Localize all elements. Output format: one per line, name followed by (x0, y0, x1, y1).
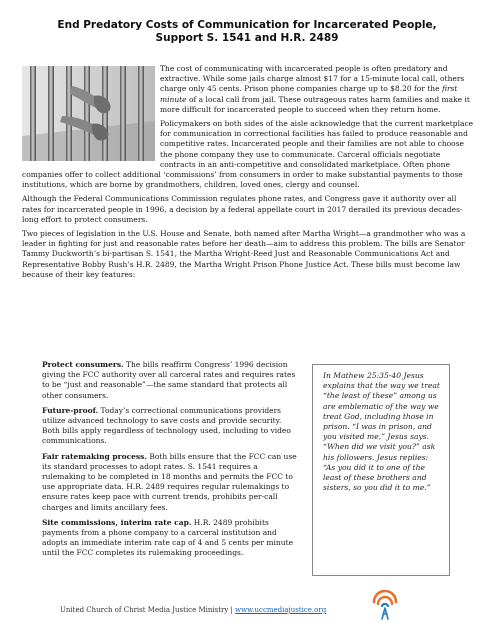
page-title (20, 19, 474, 45)
feature-text: The bills reaffirm Congress’ 1996 decision giving the FCC authority over all carceral rates and requires rates to be “just and reasonable”—the same standard that protects all other consumers. (42, 360, 296, 400)
feature-heading: Protect consumers. (42, 360, 124, 369)
title-line-1: End Predatory Costs of Communication for Incarcerated People, (57, 19, 437, 31)
feature-item (42, 406, 300, 447)
footer (60, 606, 326, 614)
intro-p1-b: of a local call from jail. These outrageous rates harm families and make it more difficult for incarcerated people to succeed when they return home. (160, 94, 470, 114)
intro-p1-a: The cost of communicating with incarcerated people is often predatory and extractive. While some jails charge almost $17 for a 15-minute local call, others charge only 45 cents. Prison phone companies charge up to $8.20 for the (160, 64, 465, 94)
intro-paragraph-4: Two pieces of legislation in the U.S. House and Senate, both named after Martha Wright—a grandmother who was a leader in fighting for just and reasonable rates before her death—aim to address this problem. The bills are Senator Tammy Duckworth’s bi-partisan S. 1541, the Martha Wright-Reed Just and Reasonable Communications Act and Representative Bobby Rush’s H.R. 2489, the Martha Wright Prison Phone Justice Act. These bills must become law because of their key features: (22, 229, 466, 279)
intro-paragraph-3: Although the Federal Communications Commission regulates phone rates, and Congress gave it authority over all rates for incarcerated people in 1996, a decision by a federal appellate court in 2017 derailed its previous decades-long effort to protect consumers. (22, 194, 463, 224)
feature-heading: Site commissions, interim rate cap. (42, 517, 192, 527)
footer-org: United Church of Christ Media Justice Ministry | (60, 606, 236, 614)
feature-heading: Fair ratemaking process. (42, 451, 147, 461)
intro-paragraph-2: Policymakers on both sides of the aisle acknowledge that the current marketplace for communication in correctional facilities has failed to produce reasonable and competitive rates. Incarcerated people and their families are not able to choose the phone company they use to communicate. Carceral officials negotiate contracts in an anti-competitive and consolidated marketplace. Often phone companies offer to collect additional ‘commissions’ from consumers in order to make substantial payments to those institutions, which are borne by grandmothers, children, loved ones, clergy and counsel. (22, 119, 474, 190)
intro-p1-emphasis: first minute (160, 84, 458, 104)
feature-item (42, 360, 300, 401)
key-features-list (42, 360, 300, 564)
feature-text: Today’s correctional communications providers utilize advanced technology to save costs and provide security. Both bills apply regardless of technology used, including to video communications. (42, 405, 291, 446)
feature-item (42, 452, 300, 513)
ucc-media-justice-logo-icon (372, 590, 398, 620)
feature-heading: Future-proof. (42, 405, 99, 415)
feature-text: Both bills ensure that the FCC can use its standard processes to adopt rates. S. 1541 requires a rulemaking to be completed in 18 months and permits the FCC to use appropriate data. H.R. 2489 requires regular rulemakings to ensure rates keep pace with current trends, prohibits per-call charges and limits ancillary fees. (42, 451, 297, 512)
scripture-quote-box: In Mathew 25:35-40 Jesus explains that the way we treat “the least of these” among us are emblematic of the way we treat God, including those in prison. “I was in prison, and you visited me,” Jesus says. “When did we visit you?” ask his followers. Jesus replies: “As you did it to one of the least of these brothers and sisters, so you did it to me.” (312, 364, 450, 576)
intro-text (22, 64, 474, 284)
feature-item (42, 518, 300, 559)
feature-text: H.R. 2489 prohibits payments from a phone company to a carceral institution and adopts an immediate interim rate cap of 4 and 5 cents per minute until the FCC completes its rulemaking proceedings. (42, 517, 294, 558)
website-link[interactable]: www.uccmediajustice.org (235, 606, 327, 614)
title-line-2: Support S. 1541 and H.R. 2489 (155, 32, 339, 44)
